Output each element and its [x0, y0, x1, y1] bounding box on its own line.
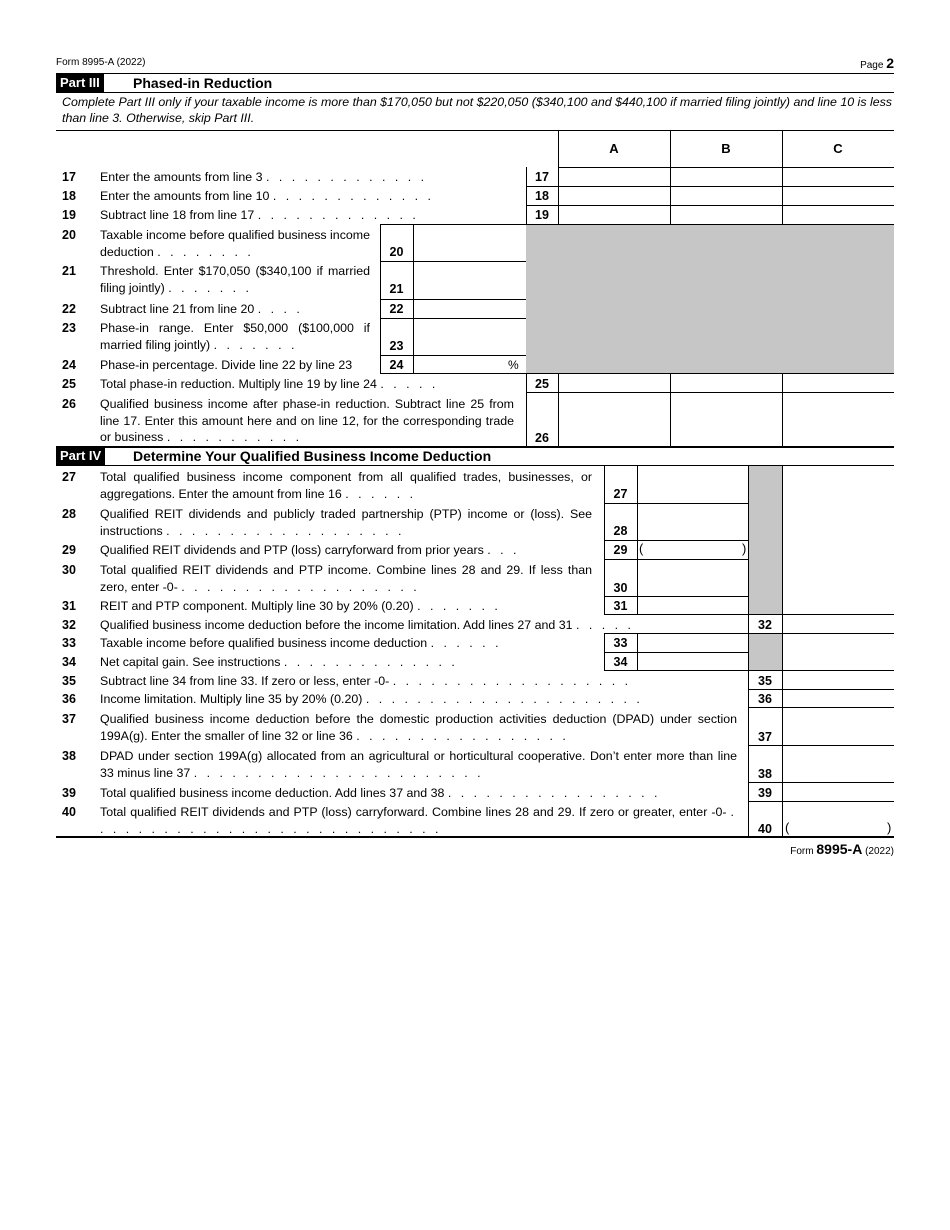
part3-instructions: Complete Part III only if your taxable income is more than $170,050 but not $220,050 ($340,100 and $440,100 if married filing jointly) and line 10 is less than line 3. Otherwise, skip Part III.	[62, 95, 892, 125]
line-29-text: Qualified REIT dividends and PTP (loss) carryforward from prior years . . .	[100, 543, 520, 557]
percent-sign: %	[508, 358, 519, 372]
line-30-number: 30	[62, 563, 76, 577]
form-id: Form 8995-A (2022)	[56, 57, 146, 68]
line-17-number: 17	[62, 170, 76, 184]
line-19-number: 19	[62, 208, 76, 222]
line-39-number: 39	[62, 786, 76, 800]
box-19-label: 19	[535, 208, 549, 222]
box-24-label: 24	[389, 358, 404, 372]
box-30-label: 30	[613, 581, 628, 595]
line-20-text: Taxable income before qualified business income deduction . . . . . . . .	[100, 228, 370, 259]
column-c-header: C	[833, 141, 843, 156]
box-39-label: 39	[758, 786, 772, 800]
line-35-text: Subtract line 34 from line 33. If zero or less, enter -0- . . . . . . . . . . . . . . . . . . .	[100, 674, 632, 688]
box-22-label: 22	[389, 302, 404, 316]
line-18-text: Enter the amounts from line 10 . . . . . . . . . . . . .	[100, 189, 434, 203]
line-35-number: 35	[62, 674, 76, 688]
part3-tag: Part III	[56, 74, 104, 92]
part4-title: Determine Your Qualified Business Income Deduction	[133, 448, 492, 464]
line-38-text: DPAD under section 199A(g) allocated from an agricultural or horticultural cooperative. Don’t enter more than line 33 minus line 37 . . . . . . . . . . . . . . . . . . . . . . .	[100, 749, 737, 780]
line-26-number: 26	[62, 397, 76, 411]
box-38-label: 38	[758, 767, 772, 781]
line-36-text: Income limitation. Multiply line 35 by 20% (0.20) . . . . . . . . . . . . . . . . . . . . . .	[100, 692, 643, 706]
line-29-open-paren: (	[639, 541, 644, 556]
line-28-number: 28	[62, 507, 76, 521]
line-40-number: 40	[62, 805, 76, 819]
line-18-number: 18	[62, 189, 76, 203]
line-17-b-input[interactable]	[671, 168, 782, 186]
box-21-label: 21	[389, 282, 404, 296]
line-25-text: Total phase-in reduction. Multiply line 19 by line 24 . . . . .	[100, 377, 439, 391]
line-25-number: 25	[62, 377, 76, 391]
line-31-number: 31	[62, 599, 76, 613]
part4-tag: Part IV	[56, 447, 105, 465]
line-22-number: 22	[62, 302, 76, 316]
line-17-c-input[interactable]	[783, 168, 894, 186]
line-32-text: Qualified business income deduction before the income limitation. Add lines 27 and 31 . . . . .	[100, 618, 634, 632]
line-29-close-paren: )	[742, 541, 747, 556]
line-32-number: 32	[62, 618, 76, 632]
box-17-label: 17	[535, 170, 549, 184]
line-27-text: Total qualified business income component from all qualified trades, businesses, or aggregations. Enter the amount from line 16 . . . . . .	[100, 470, 592, 501]
line-27-number: 27	[62, 470, 76, 484]
line-31-text: REIT and PTP component. Multiply line 30 by 20% (0.20) . . . . . . .	[100, 599, 501, 613]
bottom-rule	[56, 836, 894, 838]
part3-title: Phased-in Reduction	[133, 75, 273, 91]
shaded-area-33-34	[748, 634, 782, 671]
line-40-open-paren: (	[785, 820, 790, 835]
line-21-text: Threshold. Enter $170,050 ($340,100 if married filing jointly) . . . . . . .	[100, 264, 370, 295]
box-34-label: 34	[613, 655, 628, 669]
column-a-header: A	[609, 141, 619, 156]
line-33-text: Taxable income before qualified business income deduction . . . . . .	[100, 636, 502, 650]
column-b-header: B	[721, 141, 731, 156]
line-38-number: 38	[62, 749, 76, 763]
line-37-number: 37	[62, 712, 76, 726]
box-31-label: 31	[613, 599, 628, 613]
shaded-area-part3	[526, 224, 894, 374]
box-28-label: 28	[613, 524, 628, 538]
box-33-label: 33	[613, 636, 628, 650]
line-23-text: Phase-in range. Enter $50,000 ($100,000 if married filing jointly) . . . . . . .	[100, 321, 370, 352]
line-26-text: Qualified business income after phase-in reduction. Subtract line 25 from line 17. Enter this amount here and on line 12, for the corresponding trade or business . . . . . . . . . . .	[100, 397, 514, 444]
line-34-text: Net capital gain. See instructions . . . . . . . . . . . . . .	[100, 655, 458, 669]
line-28-text: Qualified REIT dividends and publicly traded partnership (PTP) income or (loss). See instructions . . . . . . . . . . . . . . . . . . .	[100, 507, 592, 538]
line-36-number: 36	[62, 692, 76, 706]
box-29-label: 29	[613, 543, 628, 557]
part4-header	[56, 447, 894, 465]
line-33-number: 33	[62, 636, 76, 650]
box-26-label: 26	[535, 431, 549, 445]
line-19-text: Subtract line 18 from line 17 . . . . . . . . . . . . .	[100, 208, 419, 222]
page-number: Page 2	[860, 55, 894, 71]
line-21-number: 21	[62, 264, 76, 278]
box-35-label: 35	[758, 674, 772, 688]
line-34-number: 34	[62, 655, 76, 669]
line-22-text: Subtract line 21 from line 20 . . . .	[100, 302, 303, 316]
box-32-label: 32	[758, 618, 772, 632]
box-40-label: 40	[758, 822, 772, 836]
line-40-text: Total qualified REIT dividends and PTP (loss) carryforward. Combine lines 28 and 29. If zero or greater, enter -0- . . . . . . . . . . . . . . . . . . . . . . . . . . . .	[100, 805, 737, 836]
box-23-label: 23	[389, 339, 404, 353]
box-25-label: 25	[535, 377, 549, 391]
box-36-label: 36	[758, 692, 772, 706]
line-40-close-paren: )	[887, 820, 892, 835]
shaded-area-27-31	[748, 466, 782, 615]
box-18-label: 18	[535, 189, 549, 203]
line-37-text: Qualified business income deduction before the domestic production activities deduction (DPAD) under section 199A(g). Enter the smaller of line 32 or line 36 . . . . . . . . . . . . . . . . .	[100, 712, 737, 743]
line-39-text: Total qualified business income deduction. Add lines 37 and 38 . . . . . . . . . . . . . . . . .	[100, 786, 661, 800]
line-17-text: Enter the amounts from line 3 . . . . . . . . . . . . .	[100, 170, 428, 184]
box-20-label: 20	[389, 245, 404, 259]
footer-form-id: Form 8995-A (2022)	[790, 841, 894, 857]
line-17-a-input[interactable]	[559, 168, 670, 186]
box-37-label: 37	[758, 730, 772, 744]
box-27-label: 27	[613, 487, 628, 501]
line-20-number: 20	[62, 228, 76, 242]
line-23-number: 23	[62, 321, 76, 335]
line-24-number: 24	[62, 358, 76, 372]
line-30-text: Total qualified REIT dividends and PTP income. Combine lines 28 and 29. If less than zero, enter -0- . . . . . . . . . . . . . . . . . . .	[100, 563, 592, 594]
part3-header	[56, 74, 894, 92]
line-29-number: 29	[62, 543, 76, 557]
line-24-text: Phase-in percentage. Divide line 22 by line 23	[100, 358, 353, 372]
